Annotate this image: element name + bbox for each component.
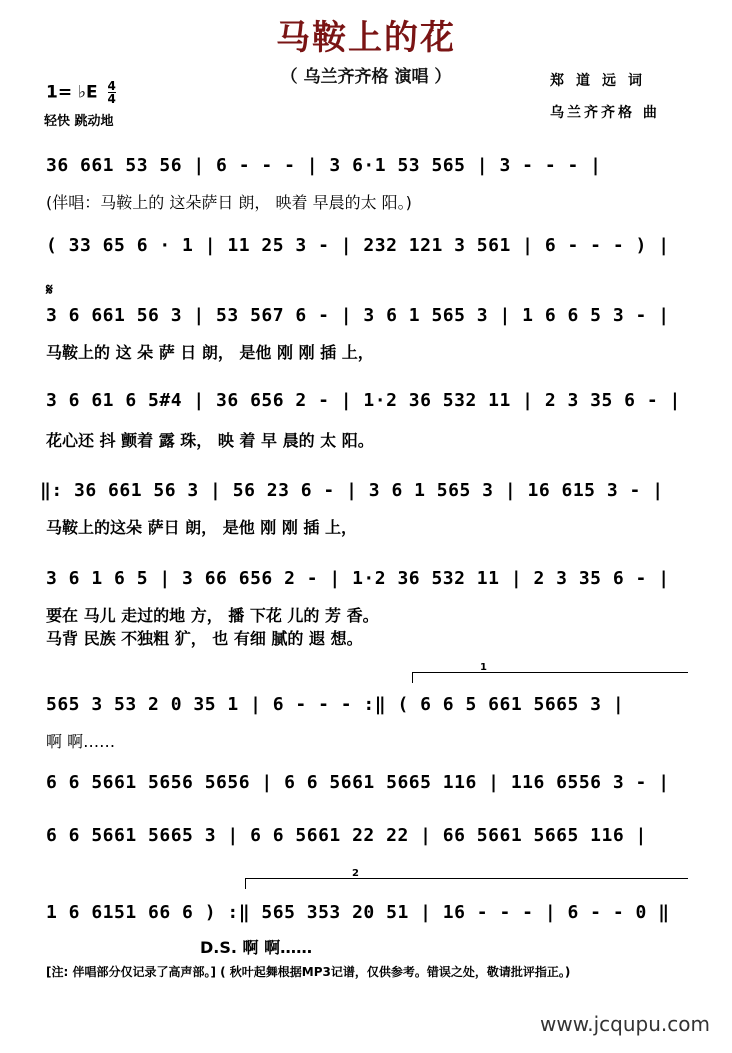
tempo-marking: 轻快 跳动地	[44, 114, 114, 129]
score-row-2: ( 33 65 6 · 1 | 11 25 3 - | 232 121 3 561 | 6 - - - ) |	[46, 235, 670, 256]
performer-line: （ 乌兰齐齐格 演唱 ）	[280, 67, 452, 87]
score-row-4: 3 6 61 6 5#4 | 36 656 2 - | 1·2 36 532 11 | 2 3 35 6 - |	[46, 390, 681, 411]
lyric-row-7: 啊 啊……	[46, 732, 116, 751]
time-top: 4	[107, 79, 116, 93]
lyric-row-6a: 要在 马儿 走过的地 方， 播 下花 儿的 芳 香。	[46, 606, 379, 625]
lyricist-credit: 郑道远词	[550, 73, 654, 89]
score-row-3: 3 6 661 56 3 | 53 567 6 - | 3 6 1 565 3 | 1 6 6 5 3 - |	[46, 305, 670, 326]
lyric-row-6b: 马背 民族 不独粗 犷， 也 有细 腻的 遐 想。	[46, 629, 363, 648]
key-text: 1= ♭E	[46, 82, 98, 103]
volta-number-1: 1	[480, 662, 487, 673]
score-row-1: 36 661 53 56 | 6 - - - | 3 6·1 53 565 | 3 - - - |	[46, 155, 602, 176]
volta-bracket-2	[245, 878, 688, 889]
volta-number-2: 2	[352, 868, 359, 879]
score-row-8: 6 6 5661 5656 5656 | 6 6 5661 5665 116 | 116 6556 3 - |	[46, 772, 670, 793]
footnote: [注: 伴唱部分仅记录了高声部。] ( 秋叶起舞根据MP3记谱，仅供参考。错误之处，敬请批评指正。)	[46, 965, 571, 979]
lyric-row-3: 马鞍上的 这 朵 萨 日 朗， 是他 刚 刚 插 上，	[46, 343, 374, 362]
lyric-row-4: 花心还 抖 颤着 露 珠， 映 着 早 晨的 太 阳。	[46, 431, 374, 450]
score-row-5: ‖: 36 661 56 3 | 56 23 6 - | 3 6 1 565 3 | 16 615 3 - |	[40, 480, 664, 501]
composer-credit: 乌兰齐齐格 曲	[550, 105, 660, 121]
lyric-row-10: D.S. 啊 啊……	[200, 938, 313, 957]
score-row-7: 565 3 53 2 0 35 1 | 6 - - - :‖ ( 6 6 5 661 5665 3 |	[46, 694, 625, 715]
source-watermark: www.jcqupu.com	[540, 1012, 710, 1036]
lyric-row-5: 马鞍上的这朵 萨日 朗， 是他 刚 刚 插 上，	[46, 518, 357, 537]
key-signature	[46, 80, 116, 105]
song-title: 马鞍上的花	[276, 18, 456, 58]
volta-bracket-1	[412, 672, 688, 683]
lyric-row-1: (伴唱：马鞍上的 这朵萨日 朗， 映着 早晨的太 阳。)	[46, 193, 412, 212]
score-row-6: 3 6 1 6 5 | 3 66 656 2 - | 1·2 36 532 11 | 2 3 35 6 - |	[46, 568, 670, 589]
score-row-9: 6 6 5661 5665 3 | 6 6 5661 22 22 | 66 5661 5665 116 |	[46, 825, 647, 846]
segno-sign: 𝄋	[46, 280, 53, 299]
time-signature	[108, 80, 116, 105]
time-bottom: 4	[107, 92, 116, 106]
score-row-10: 1 6 6151 66 6 ) :‖ 565 353 20 51 | 16 - - - | 6 - - 0 ‖	[46, 902, 670, 923]
